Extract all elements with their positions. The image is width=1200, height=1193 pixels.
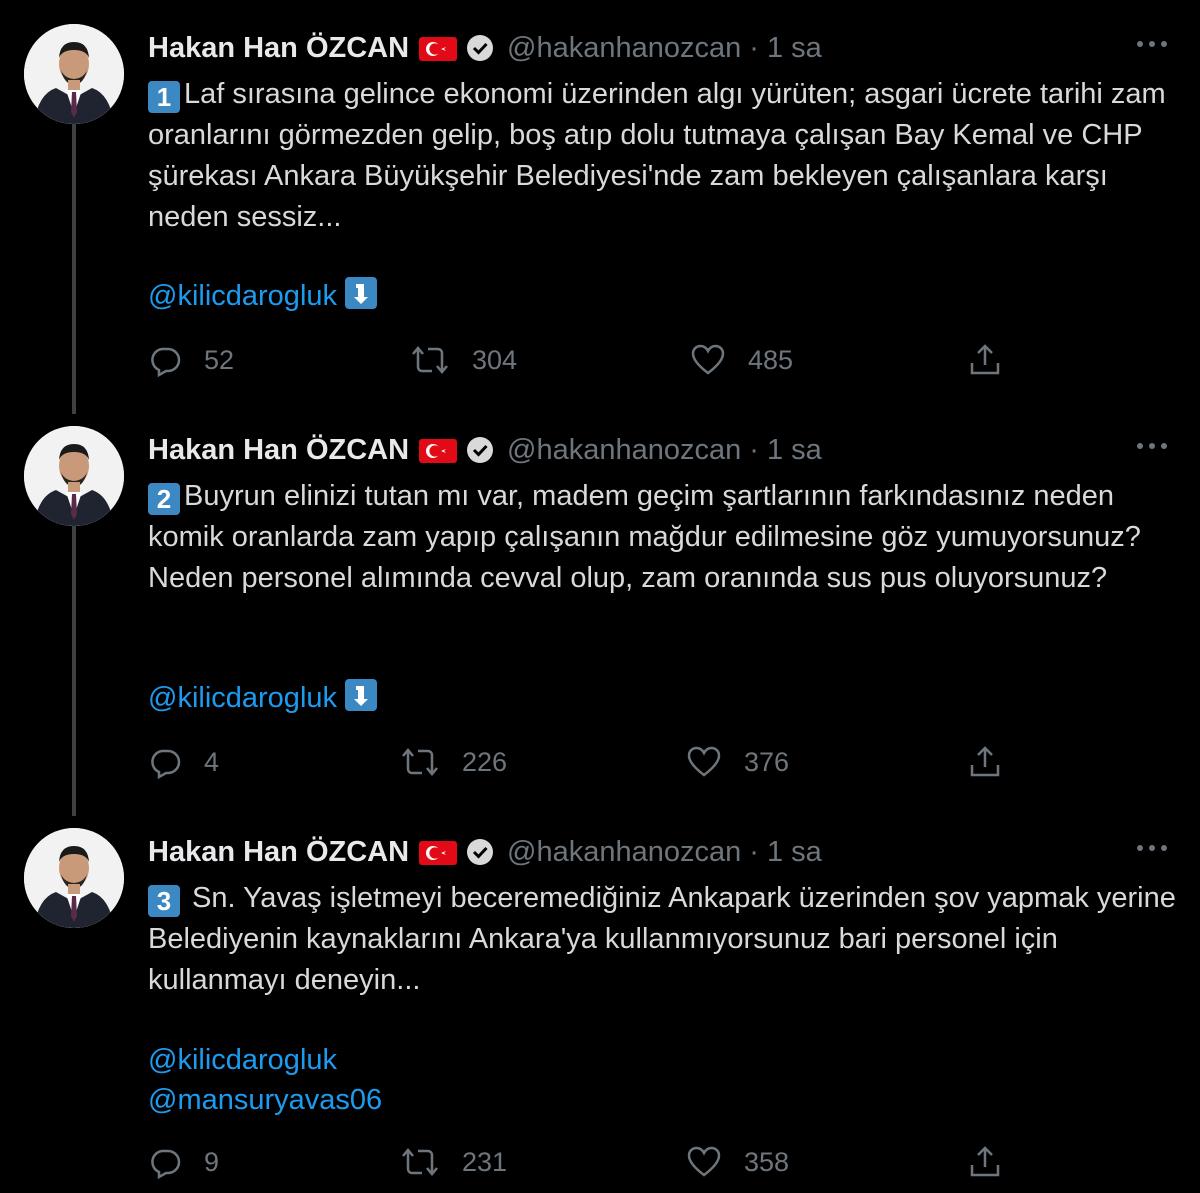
author-name[interactable]: Hakan Han ÖZCAN <box>148 433 410 466</box>
tweet-text <box>148 74 1178 238</box>
mention-link[interactable]: @kilicdarogluk <box>148 682 338 714</box>
mentions-block <box>148 1040 382 1120</box>
author-name[interactable]: Hakan Han ÖZCAN <box>148 31 410 64</box>
tweet-text <box>148 476 1178 599</box>
tweet[interactable] <box>0 804 1200 1193</box>
tweet[interactable] <box>0 0 1200 402</box>
heart-icon <box>690 343 726 377</box>
separator-dot: · <box>749 31 759 64</box>
like-count: 485 <box>748 344 794 375</box>
separator-dot: · <box>749 433 759 466</box>
more-options-icon[interactable] <box>1134 36 1170 52</box>
reply-icon <box>148 343 182 377</box>
verified-badge-icon <box>465 435 495 465</box>
mention-link[interactable]: @kilicdarogluk <box>148 280 338 312</box>
down-arrow-icon <box>345 277 377 309</box>
heart-icon <box>686 1145 722 1179</box>
tweet-actions <box>148 742 1048 782</box>
profile-photo <box>24 828 124 928</box>
heart-icon <box>686 745 722 779</box>
keycap-number-badge: 3 <box>148 885 180 917</box>
retweet-icon <box>400 1145 440 1179</box>
profile-photo <box>24 24 124 124</box>
turkey-flag-icon <box>419 438 457 462</box>
author-name[interactable]: Hakan Han ÖZCAN <box>148 835 410 868</box>
retweet-button[interactable] <box>410 340 517 380</box>
like-button[interactable] <box>686 1142 789 1182</box>
mention-link[interactable]: @kilicdarogluk <box>148 1044 338 1076</box>
retweet-count: 231 <box>462 1146 508 1177</box>
reply-count: 9 <box>204 1146 220 1177</box>
mentions-block <box>148 276 377 316</box>
retweet-icon <box>410 343 450 377</box>
keycap-number-badge: 1 <box>148 81 180 113</box>
reply-button[interactable] <box>148 742 219 782</box>
retweet-button[interactable] <box>400 1142 507 1182</box>
thread-connector-line <box>72 526 76 816</box>
like-count: 358 <box>744 1146 790 1177</box>
more-options-icon[interactable] <box>1134 438 1170 454</box>
verified-badge-icon <box>465 33 495 63</box>
author-handle[interactable]: @hakanhanozcan <box>507 433 742 466</box>
reply-button[interactable] <box>148 340 234 380</box>
share-icon <box>968 745 1002 779</box>
tweet-actions <box>148 1142 1048 1182</box>
thread-connector-line <box>72 124 76 414</box>
profile-photo <box>24 426 124 526</box>
reply-icon <box>148 1145 182 1179</box>
more-options-icon[interactable] <box>1134 840 1170 856</box>
like-button[interactable] <box>686 742 789 782</box>
reply-count: 52 <box>204 344 235 375</box>
share-button[interactable] <box>968 340 1002 380</box>
reply-button[interactable] <box>148 1142 219 1182</box>
keycap-number-badge: 2 <box>148 483 180 515</box>
like-count: 376 <box>744 746 790 777</box>
down-arrow-icon <box>345 679 377 711</box>
tweet-text-content: Sn. Yavaş işletmeyi beceremediğiniz Ankapark üzerinden şov yapmak yerine Belediyenin kaynaklarını Ankara'ya kullanmıyorsunuz bari personel için kullanmayı deneyin... <box>148 882 1184 996</box>
tweet-timestamp[interactable]: 1 sa <box>766 433 822 466</box>
tweet-timestamp[interactable]: 1 sa <box>766 835 822 868</box>
tweet-actions <box>148 340 1048 380</box>
author-handle[interactable]: @hakanhanozcan <box>507 31 742 64</box>
share-icon <box>968 1145 1002 1179</box>
reply-icon <box>148 745 182 779</box>
turkey-flag-icon <box>419 36 457 60</box>
retweet-count: 226 <box>462 746 508 777</box>
like-button[interactable] <box>690 340 793 380</box>
retweet-button[interactable] <box>400 742 507 782</box>
retweet-count: 304 <box>472 344 518 375</box>
mention-link[interactable]: @mansuryavas06 <box>148 1084 383 1116</box>
share-button[interactable] <box>968 742 1002 782</box>
tweet-header <box>148 832 822 872</box>
avatar[interactable] <box>24 828 124 928</box>
tweet-text-content: Laf sırasına gelince ekonomi üzerinden algı yürüten; asgari ücrete tarihi zam oranlarını görmezden gelip, boş atıp dolu tutmaya çalışan Bay Kemal ve CHP şürekası Ankara Büyükşehir Belediyesi'nde zam bekleyen çalışanlara karşı neden sessiz... <box>148 78 1174 233</box>
tweet[interactable] <box>0 402 1200 804</box>
tweet-header <box>148 430 822 470</box>
verified-badge-icon <box>465 837 495 867</box>
tweet-header <box>148 28 822 68</box>
avatar[interactable] <box>24 426 124 526</box>
author-handle[interactable]: @hakanhanozcan <box>507 835 742 868</box>
mentions-block <box>148 678 377 718</box>
share-icon <box>968 343 1002 377</box>
tweet-text <box>148 878 1184 1001</box>
separator-dot: · <box>749 835 759 868</box>
tweet-timestamp[interactable]: 1 sa <box>766 31 822 64</box>
tweet-text-content: Buyrun elinizi tutan mı var, madem geçim şartlarının farkındasınız neden komik oranlarda zam yapıp çalışanın mağdur edilmesine göz yumuyorsunuz? Neden personel alımında cevval olup, zam oranında sus pus oluyorsunuz? <box>148 480 1150 594</box>
turkey-flag-icon <box>419 840 457 864</box>
reply-count: 4 <box>204 746 220 777</box>
share-button[interactable] <box>968 1142 1002 1182</box>
avatar[interactable] <box>24 24 124 124</box>
retweet-icon <box>400 745 440 779</box>
